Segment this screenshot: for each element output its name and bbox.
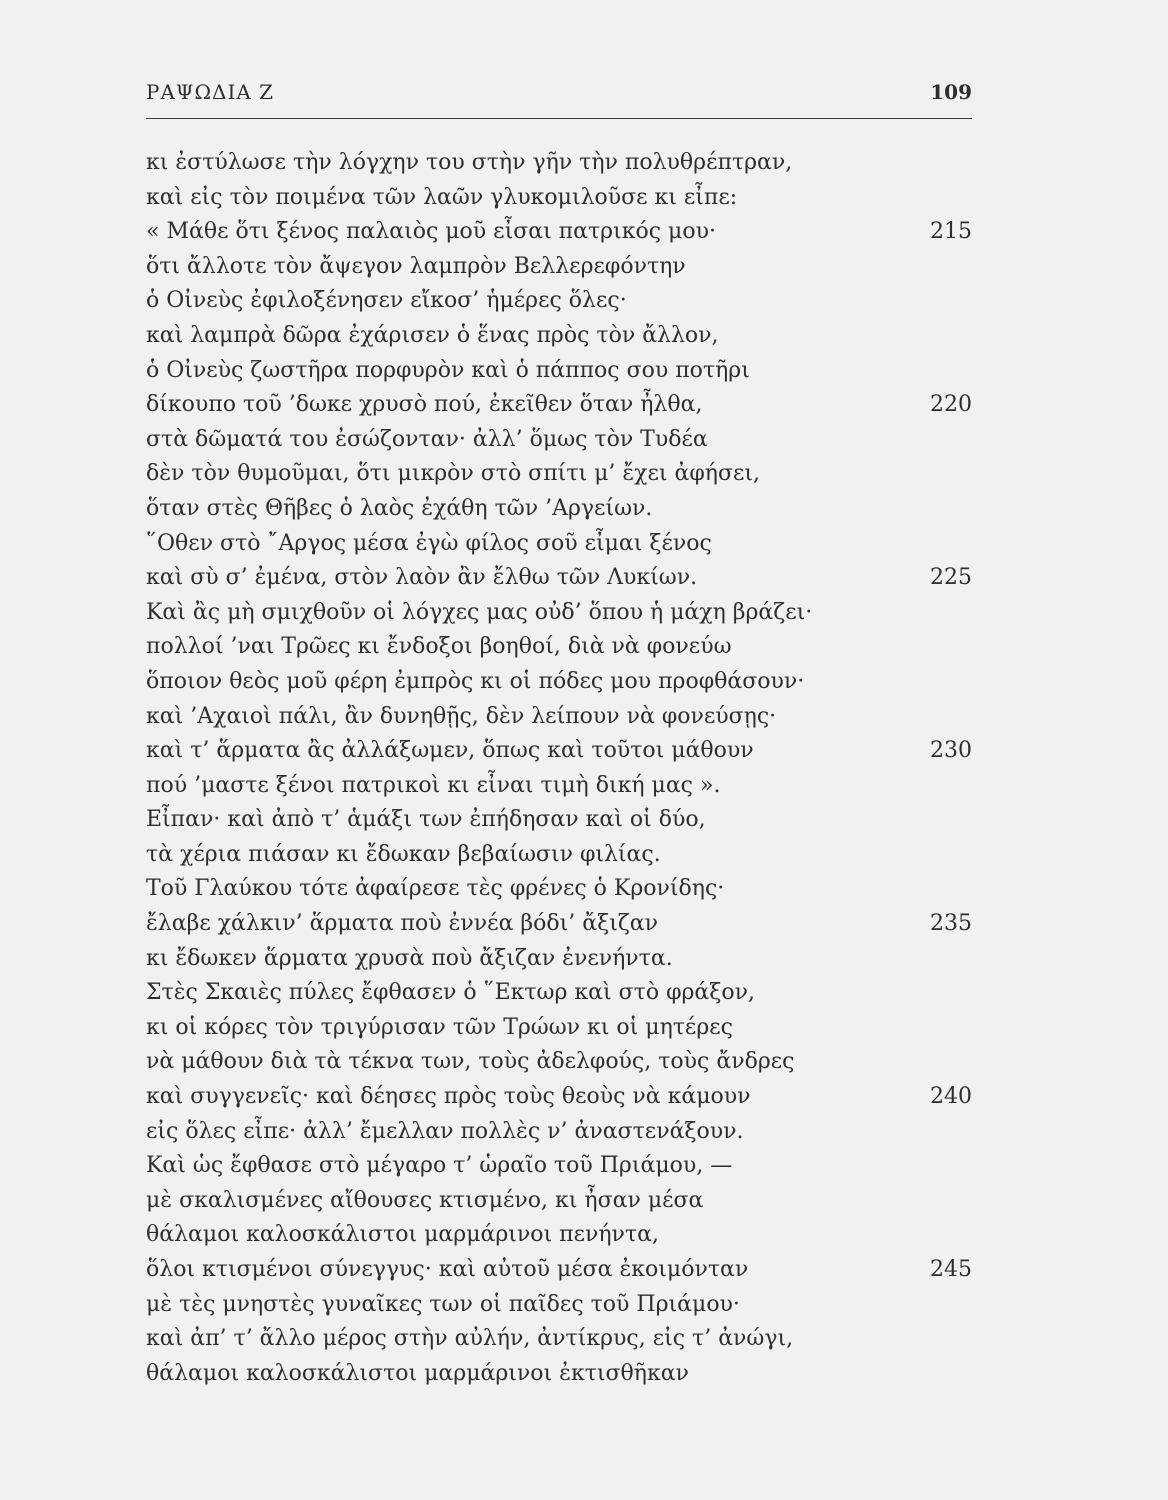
verse-text: νὰ μάθουν διὰ τὰ τέκνα των, τοὺς ἀδελφούς, τοὺς ἄνδρες <box>146 1049 795 1075</box>
verse-text: ὅτι ἄλλοτε τὸν ἄψεγον λαμπρὸν Βελλερεφόντην <box>146 253 686 279</box>
verse-line <box>146 1045 972 1080</box>
verse-line <box>146 561 972 596</box>
verse-text: καὶ σὺ σ’ ἐμένα, στὸν λαὸν ἂν ἔλθω τῶν Λυκίων. <box>146 565 698 591</box>
verse-text: καὶ συγγενεῖς· καὶ δέησες πρὸς τοὺς θεοὺς νὰ κάμουν <box>146 1084 751 1110</box>
verse-text: Καὶ ἂς μὴ σμιχθοῦν οἱ λόγχες μας οὐδ’ ὅπου ἡ μάχη βράζει· <box>146 599 813 625</box>
verse-text: μὲ τὲς μνηστὲς γυναῖκες των οἱ παῖδες τοῦ Πριάμου· <box>146 1291 740 1317</box>
verse-text: μὲ σκαλισμένες αἴθουσες κτισμένο, κι ἦσαν μέσα <box>146 1187 704 1213</box>
verse-line <box>146 1218 972 1253</box>
verse-line <box>146 388 972 423</box>
verse-line <box>146 319 972 354</box>
verse-line <box>146 976 972 1011</box>
verse-line <box>146 1322 972 1357</box>
verse-text: κι οἱ κόρες τὸν τριγύρισαν τῶν Τρώων κι οἱ μητέρες <box>146 1014 733 1040</box>
verse-text: ῞Οθεν στὸ ῎Αργος μέσα ἐγὼ φίλος σοῦ εἶμαι ξένος <box>146 530 712 556</box>
verse-line <box>146 1184 972 1219</box>
verse-text: θάλαμοι καλοσκάλιστοι μαρμάρινοι ἐκτισθῆκαν <box>146 1360 689 1386</box>
verse-text: πού ’μαστε ξένοι πατρικοὶ κι εἶναι τιμὴ δική μας ». <box>146 772 721 798</box>
verse-text: δίκουπο τοῦ ’δωκε χρυσὸ πού, ἐκεῖθεν ὅταν ἦλθα, <box>146 392 703 418</box>
verse-text: στὰ δῶματά του ἐσώζονταν· ἀλλ’ ὅμως τὸν Τυδέα <box>146 426 708 452</box>
verse-text: ὅποιον θεὸς μοῦ φέρη ἐμπρὸς κι οἱ πόδες μου προφθάσουν· <box>146 668 805 694</box>
verse-text: δὲν τὸν θυμοῦμαι, ὅτι μικρὸν στὸ σπίτι μ’ ἔχει ἀφήσει, <box>146 461 760 487</box>
verse-text: Καὶ ὡς ἔφθασε στὸ μέγαρο τ’ ὡραῖο τοῦ Πριάμου, — <box>146 1153 733 1179</box>
verse-text: Τοῦ Γλαύκου τότε ἀφαίρεσε τὲς φρένες ὁ Κρονίδης· <box>146 876 725 902</box>
verse-text: Εἶπαν· καὶ ἀπὸ τ’ ἁμάξι των ἐπήδησαν καὶ οἱ δύο, <box>146 807 706 833</box>
verse-text: ὁ Οἰνεὺς ἐφιλοξένησεν εἴκοσ’ ἡμέρες ὅλες· <box>146 288 627 314</box>
verse-line <box>146 700 972 735</box>
verse-text: Στὲς Σκαιὲς πύλες ἔφθασεν ὁ ῞Εκτωρ καὶ στὸ φράξον, <box>146 980 755 1006</box>
verse-line <box>146 1080 972 1115</box>
verse-line <box>146 250 972 285</box>
verse-line <box>146 181 972 216</box>
verse-text: καὶ τ’ ἅρματα ἂς ἀλλάξωμεν, ὅπως καὶ τοῦτοι μάθουν <box>146 738 754 764</box>
verse-text: κι ἐστύλωσε τὴν λόγχην του στὴν γῆν τὴν πολυθρέπτραν, <box>146 150 793 175</box>
verse-line <box>146 803 972 838</box>
verse-text: ἔλαβε χάλκιν’ ἅρματα ποὺ ἐννέα βόδι’ ἄξιζαν <box>146 911 658 937</box>
verse-text: καὶ λαμπρὰ δῶρα ἐχάρισεν ὁ ἕνας πρὸς τὸν ἄλλον, <box>146 322 719 348</box>
line-number: 215 <box>930 219 972 245</box>
verse-text: εἰς ὅλες εἶπε· ἀλλ’ ἔμελλαν πολλὲς ν’ ἀναστενάξουν. <box>146 1118 744 1144</box>
verse-line <box>146 872 972 907</box>
verse-text: ὁ Οἰνεὺς ζωστῆρα πορφυρὸν καὶ ὁ πάππος σου ποτῆρι <box>146 357 750 383</box>
verse-line <box>146 734 972 769</box>
line-number: 240 <box>930 1084 972 1110</box>
header-rule <box>146 118 972 119</box>
page-number: 109 <box>930 80 972 104</box>
verse-line <box>146 1011 972 1046</box>
line-number: 235 <box>930 911 972 937</box>
verse-line <box>146 596 972 631</box>
verse-line <box>146 457 972 492</box>
verse-line <box>146 1357 972 1392</box>
verse-line <box>146 630 972 665</box>
verse-line <box>146 942 972 977</box>
verse-text: πολλοί ’ναι Τρῶες κι ἔνδοξοι βοηθοί, διὰ νὰ φονεύω <box>146 634 732 660</box>
verse-text: ὅλοι κτισμένοι σύνεγγυς· καὶ αὐτοῦ μέσα ἐκοιμόνταν <box>146 1257 749 1282</box>
running-header <box>146 80 972 116</box>
verse-text: καὶ ’Αχαιοὶ πάλι, ἂν δυνηθῇς, δὲν λείπουν νὰ φονεύσῃς· <box>146 703 777 729</box>
verse-line <box>146 354 972 389</box>
verse-line <box>146 215 972 250</box>
verse-line <box>146 838 972 873</box>
verse-line <box>146 769 972 804</box>
verse-text: τὰ χέρια πιάσαν κι ἔδωκαν βεβαίωσιν φιλίας. <box>146 841 661 867</box>
verse-line <box>146 146 972 181</box>
line-number: 230 <box>930 738 972 764</box>
chapter-title: ΡΑΨΩΔΙΑ Ζ <box>146 80 275 104</box>
verse-line <box>146 1115 972 1150</box>
verse-line <box>146 284 972 319</box>
verse-line <box>146 423 972 458</box>
verse-line <box>146 527 972 562</box>
verse-line <box>146 1149 972 1184</box>
verse-line <box>146 907 972 942</box>
line-number: 245 <box>930 1257 972 1282</box>
verse-text: θάλαμοι καλοσκάλιστοι μαρμάρινοι πενήντα, <box>146 1222 659 1248</box>
verse-line <box>146 492 972 527</box>
verse-line <box>146 665 972 700</box>
line-number: 225 <box>930 565 972 591</box>
verse-text: καὶ ἀπ’ τ’ ἄλλο μέρος στὴν αὐλήν, ἀντίκρυς, εἰς τ’ ἀνώγι, <box>146 1326 794 1352</box>
line-number: 220 <box>930 392 972 418</box>
verse-text: « Μάθε ὅτι ξένος παλαιὸς μοῦ εἶσαι πατρικός μου· <box>146 219 716 245</box>
verse-text: ὅταν στὲς Θῆβες ὁ λαὸς ἐχάθη τῶν ’Αργείων. <box>146 495 653 521</box>
poem-text <box>146 146 972 1391</box>
verse-line <box>146 1288 972 1323</box>
verse-line <box>146 1253 972 1288</box>
verse-text: καὶ εἰς τὸν ποιμένα τῶν λαῶν γλυκομιλοῦσε κι εἶπε: <box>146 184 738 210</box>
verse-text: κι ἔδωκεν ἅρματα χρυσὰ ποὺ ἄξιζαν ἐνενήντα. <box>146 945 673 971</box>
